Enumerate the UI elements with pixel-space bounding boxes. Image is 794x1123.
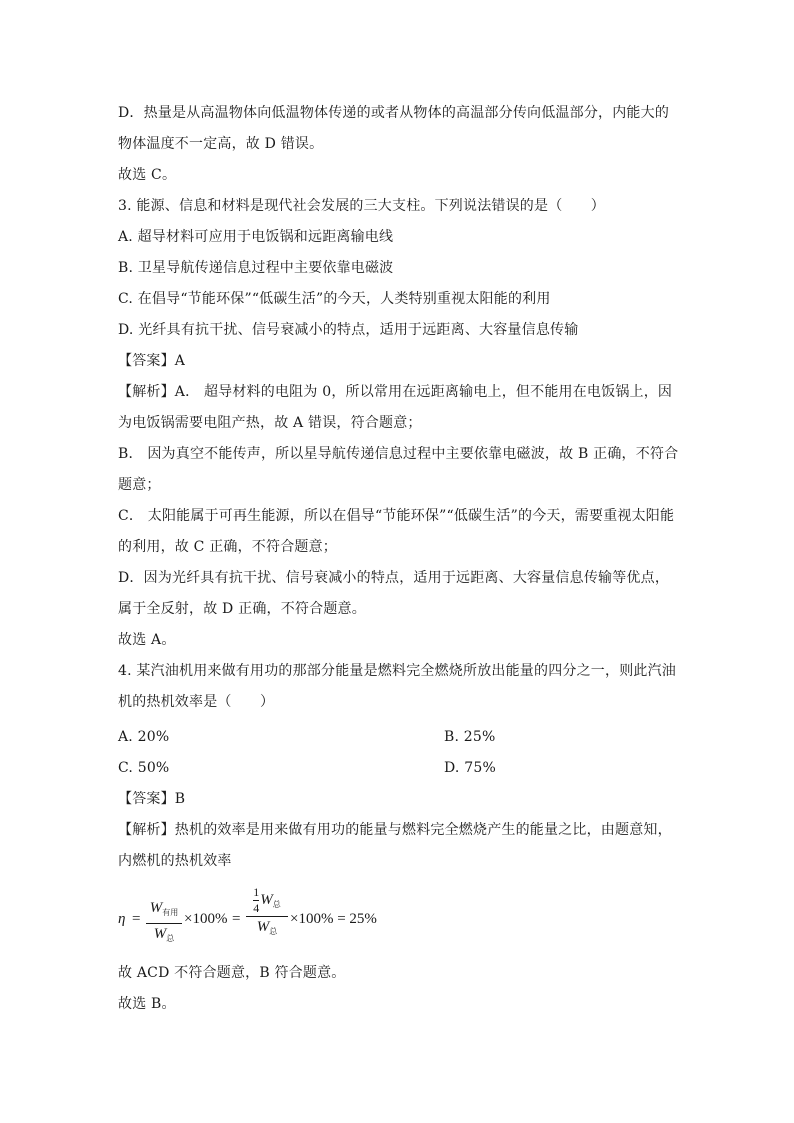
- question-3-explanation: C． 太阳能属于可再生能源，所以在倡导“节能环保”“低碳生活”的今天，需要重视太阳能: [118, 508, 675, 524]
- question-3-explanation: 为电饭锅需要电阻产热，故 A 错误，符合题意；: [118, 415, 422, 431]
- formula-result: ×100% = 25%: [290, 911, 377, 927]
- question-3-option-c: C. 在倡导“节能环保”“低碳生活”的今天，人类特别重视太阳能的利用: [118, 291, 551, 307]
- question-4-explanation: 【解析】热机的效率是用来做有用功的能量与燃料完全燃烧产生的能量之比，由题意知，: [118, 822, 672, 838]
- question-3-explanation: 属于全反射，故 D 正确，不符合题意。: [118, 601, 366, 617]
- question-4-explanation: 内燃机的热机效率: [118, 853, 232, 869]
- question-4-stem: 机的热机效率是（ ）: [118, 694, 275, 710]
- question-4-option-a: A. 20%: [118, 729, 170, 745]
- question-3-option-a: A. 超导材料可应用于电饭锅和远距离输电线: [118, 229, 394, 245]
- eta-symbol: η: [118, 911, 126, 927]
- equals-sign: =: [132, 911, 141, 927]
- fraction-quarter-total-over-total: $\frac{1}{4}W_总$ $W_总$: [246, 886, 288, 941]
- text-line: 物体温度不一定高，故 D 错误。: [118, 136, 324, 152]
- question-4-answer: 【答案】B: [118, 791, 186, 807]
- times-hundred-percent: ×100%: [184, 911, 228, 927]
- question-4-option-c: C. 50%: [118, 760, 170, 776]
- text-line: 故选 C。: [118, 167, 177, 183]
- question-4-conclusion: 故选 B。: [118, 996, 176, 1012]
- question-3-conclusion: 故选 A。: [118, 632, 176, 648]
- question-4-option-d: D. 75%: [444, 760, 496, 776]
- question-3-explanation: 的利用，故 C 正确，不符合题意；: [118, 539, 338, 555]
- question-3-answer: 【答案】A: [118, 353, 186, 369]
- question-3-stem: 3. 能源、信息和材料是现代社会发展的三大支柱。下列说法错误的是（ ）: [118, 198, 606, 214]
- question-4-stem: 4. 某汽油机用来做有用功的那部分能量是燃料完全燃烧所放出能量的四分之一，则此汽油: [118, 663, 677, 679]
- text-line: D．热量是从高温物体向低温物体传递的或者从物体的高温部分传向低温部分，内能大的: [118, 105, 670, 121]
- one-quarter: $\frac{1}{4}$: [253, 885, 260, 915]
- efficiency-formula: [118, 886, 438, 950]
- question-3-explanation: B． 因为真空不能传声，所以星导航传递信息过程中主要依靠电磁波，故 B 正确，不符合: [118, 446, 679, 462]
- equals-sign: =: [232, 911, 241, 927]
- question-3-option-d: D. 光纤具有抗干扰、信号衰减小的特点，适用于远距离、大容量信息传输: [118, 322, 579, 338]
- fraction-useful-over-total: $W_{有用}$ $W_总$: [146, 899, 182, 948]
- question-3-option-b: B. 卫星导航传递信息过程中主要依靠电磁波: [118, 260, 394, 276]
- question-3-explanation: 【解析】A． 超导材料的电阻为 0，所以常用在远距离输电上，但不能用在电饭锅上，因: [118, 384, 673, 400]
- question-4-explanation: 故 ACD 不符合题意，B 符合题意。: [118, 965, 346, 981]
- question-3-explanation: D．因为光纤具有抗干扰、信号衰减小的特点，适用于远距离、大容量信息传输等优点，: [118, 570, 670, 586]
- question-4-option-b: B. 25%: [444, 729, 496, 745]
- question-3-explanation: 题意；: [118, 477, 161, 493]
